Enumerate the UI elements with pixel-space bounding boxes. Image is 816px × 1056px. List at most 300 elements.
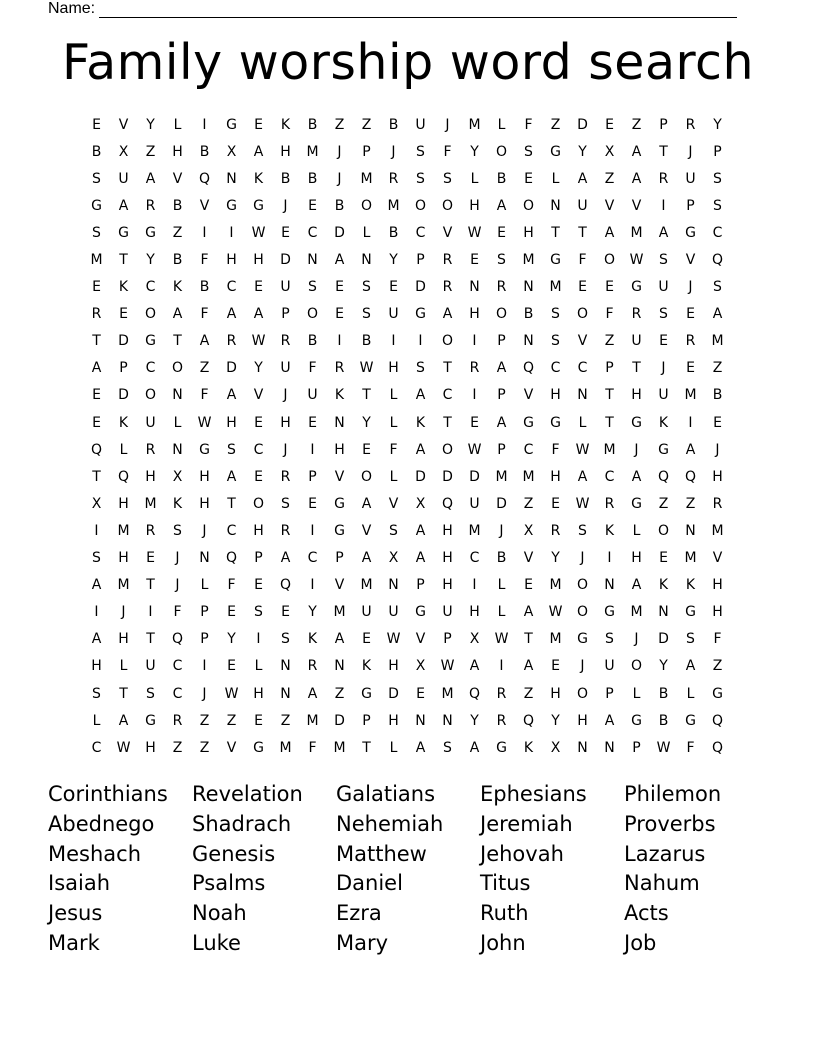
grid-letter: L — [119, 658, 128, 675]
grid-letter: W — [467, 224, 482, 241]
grid-letter: R — [658, 170, 669, 187]
grid-letter: B — [523, 306, 534, 323]
grid-letter: Z — [604, 333, 615, 350]
grid-letter: F — [578, 252, 587, 269]
grid-letter: B — [496, 170, 507, 187]
grid-letter: Y — [551, 712, 560, 729]
grid-letter: R — [496, 712, 507, 729]
grid-letter: S — [362, 306, 371, 323]
grid-letter: E — [254, 414, 263, 431]
grid-letter: S — [443, 170, 452, 187]
grid-letter: B — [388, 116, 399, 133]
grid-letter: A — [685, 441, 696, 458]
grid-letter: I — [472, 387, 477, 404]
grid-letter: B — [388, 224, 399, 241]
grid-letter: P — [200, 604, 209, 621]
grid-letter: C — [253, 441, 264, 458]
word-list-item: Jeremiah — [480, 811, 573, 836]
grid-letter: A — [631, 577, 642, 594]
grid-letter: O — [495, 143, 508, 160]
grid-letter: C — [550, 360, 561, 377]
grid-letter: A — [226, 387, 237, 404]
grid-letter: J — [445, 116, 450, 133]
grid-letter: A — [118, 197, 129, 214]
grid-letter: F — [389, 441, 398, 458]
grid-letter: T — [659, 143, 668, 160]
grid-letter: Z — [523, 685, 534, 702]
grid-letter: H — [469, 604, 480, 621]
grid-letter: F — [200, 306, 209, 323]
grid-letter: E — [524, 170, 533, 187]
grid-letter: F — [551, 441, 560, 458]
grid-letter: E — [335, 306, 344, 323]
grid-letter: I — [94, 604, 99, 621]
grid-letter: Z — [604, 170, 615, 187]
grid-letter: C — [145, 360, 156, 377]
grid-letter: S — [659, 252, 668, 269]
grid-letter: P — [713, 143, 722, 160]
grid-letter: R — [442, 279, 453, 296]
grid-letter: X — [604, 143, 615, 160]
grid-letter: D — [388, 685, 399, 702]
grid-letter: E — [686, 306, 695, 323]
grid-letter: S — [92, 685, 101, 702]
grid-letter: O — [306, 306, 319, 323]
grid-letter: L — [119, 441, 128, 458]
grid-letter: C — [523, 441, 534, 458]
grid-letter: G — [118, 224, 129, 241]
grid-letter: I — [94, 522, 99, 539]
grid-letter: R — [442, 252, 453, 269]
word-list-item: Isaiah — [48, 871, 111, 896]
grid-letter: V — [388, 495, 399, 512]
grid-letter: F — [443, 143, 452, 160]
grid-letter: M — [306, 143, 319, 160]
grid-letter: N — [577, 387, 588, 404]
grid-letter: A — [631, 143, 642, 160]
grid-letter: F — [605, 306, 614, 323]
grid-letter: C — [145, 279, 156, 296]
grid-letter: D — [118, 333, 129, 350]
grid-letter: U — [415, 116, 426, 133]
grid-letter: G — [658, 441, 669, 458]
grid-letter: S — [713, 170, 722, 187]
grid-letter: E — [254, 116, 263, 133]
grid-letter: B — [199, 279, 210, 296]
grid-letter: H — [280, 143, 291, 160]
grid-letter: B — [712, 387, 723, 404]
grid-letter: H — [253, 252, 264, 269]
grid-letter: B — [172, 197, 183, 214]
grid-letter: M — [279, 739, 292, 756]
grid-letter: N — [334, 658, 345, 675]
grid-letter: H — [388, 658, 399, 675]
grid-letter: E — [416, 685, 425, 702]
grid-letter: D — [280, 252, 291, 269]
grid-letter: K — [118, 279, 129, 296]
grid-letter: M — [630, 224, 643, 241]
word-list-item: Mark — [48, 930, 100, 955]
grid-letter: K — [523, 739, 534, 756]
grid-letter: V — [523, 550, 534, 567]
grid-letter: H — [442, 577, 453, 594]
grid-letter: S — [497, 252, 506, 269]
grid-letter: E — [227, 604, 236, 621]
grid-letter: E — [254, 468, 263, 485]
grid-letter: B — [307, 116, 318, 133]
grid-letter: S — [713, 197, 722, 214]
grid-letter: C — [307, 224, 318, 241]
grid-letter: Y — [659, 658, 668, 675]
grid-letter: H — [577, 712, 588, 729]
grid-letter: S — [146, 685, 155, 702]
grid-letter: G — [631, 712, 642, 729]
grid-letter: P — [362, 712, 371, 729]
grid-letter: P — [308, 468, 317, 485]
grid-letter: V — [226, 739, 237, 756]
grid-letter: X — [523, 522, 534, 539]
grid-letter: O — [171, 360, 184, 377]
grid-letter: L — [389, 387, 398, 404]
grid-letter: U — [118, 170, 129, 187]
grid-letter: Q — [90, 441, 103, 458]
grid-letter: B — [307, 333, 318, 350]
grid-letter: E — [335, 279, 344, 296]
grid-letter: A — [334, 631, 345, 648]
grid-letter: I — [310, 522, 315, 539]
grid-letter: C — [442, 387, 453, 404]
grid-letter: E — [362, 631, 371, 648]
grid-letter: P — [443, 631, 452, 648]
word-list-item: Psalms — [192, 871, 266, 896]
grid-letter: V — [442, 224, 453, 241]
grid-letter: K — [685, 577, 696, 594]
grid-letter: N — [361, 252, 372, 269]
grid-letter: G — [550, 414, 561, 431]
grid-letter: G — [415, 306, 426, 323]
grid-letter: Z — [550, 116, 561, 133]
grid-letter: H — [631, 387, 642, 404]
grid-letter: I — [661, 197, 666, 214]
word-list-item: Philemon — [624, 782, 722, 806]
grid-letter: Q — [522, 360, 535, 377]
grid-letter: W — [629, 252, 644, 269]
grid-letter: D — [658, 631, 669, 648]
grid-letter: O — [414, 197, 427, 214]
grid-letter: A — [415, 387, 426, 404]
grid-letter: U — [658, 279, 669, 296]
grid-letter: G — [550, 143, 561, 160]
grid-letter: M — [522, 252, 535, 269]
grid-letter: E — [227, 658, 236, 675]
grid-letter: E — [119, 306, 128, 323]
grid-letter: S — [389, 522, 398, 539]
grid-letter: K — [604, 522, 615, 539]
grid-letter: I — [310, 577, 315, 594]
grid-letter: O — [522, 197, 535, 214]
grid-letter: H — [253, 522, 264, 539]
grid-letter: Z — [685, 495, 696, 512]
name-underline — [99, 3, 737, 18]
grid-letter: Z — [712, 360, 723, 377]
grid-letter: N — [469, 279, 480, 296]
grid-letter: J — [175, 550, 180, 567]
grid-letter: V — [118, 116, 129, 133]
grid-letter: T — [443, 414, 452, 431]
grid-letter: U — [361, 604, 372, 621]
grid-letter: H — [712, 468, 723, 485]
grid-letter: K — [658, 414, 669, 431]
grid-letter: O — [360, 197, 373, 214]
name-field — [48, 0, 737, 18]
grid-letter: J — [715, 441, 720, 458]
grid-letter: W — [386, 631, 401, 648]
grid-letter: I — [688, 414, 693, 431]
grid-letter: N — [523, 333, 534, 350]
grid-letter: R — [91, 306, 102, 323]
grid-letter: M — [630, 604, 643, 621]
grid-letter: M — [603, 441, 616, 458]
grid-letter: G — [604, 604, 615, 621]
grid-letter: U — [685, 170, 696, 187]
grid-letter: L — [389, 739, 398, 756]
grid-letter: M — [360, 170, 373, 187]
grid-letter: E — [497, 224, 506, 241]
grid-letter: H — [712, 604, 723, 621]
grid-letter: C — [172, 658, 183, 675]
name-label: Name: — [48, 0, 96, 17]
grid-letter: A — [496, 414, 507, 431]
grid-letter: W — [467, 441, 482, 458]
grid-letter: H — [226, 252, 237, 269]
grid-letter: E — [308, 495, 317, 512]
grid-letter: E — [281, 224, 290, 241]
grid-letter: W — [440, 658, 455, 675]
grid-letter: U — [388, 604, 399, 621]
word-list-item: Abednego — [48, 811, 155, 836]
grid-letter: V — [712, 550, 723, 567]
word-list-item: Luke — [192, 930, 241, 955]
grid-letter: D — [415, 468, 426, 485]
grid-letter: F — [686, 739, 695, 756]
grid-letter: N — [604, 739, 615, 756]
grid-letter: H — [199, 495, 210, 512]
grid-letter: E — [308, 197, 317, 214]
grid-letter: Q — [171, 631, 184, 648]
grid-letter: P — [605, 360, 614, 377]
grid-letter: G — [631, 414, 642, 431]
grid-letter: G — [226, 197, 237, 214]
grid-letter: V — [631, 197, 642, 214]
grid-letter: A — [577, 170, 588, 187]
grid-letter: R — [280, 468, 291, 485]
grid-letter: O — [657, 522, 670, 539]
grid-letter: I — [607, 550, 612, 567]
grid-letter: T — [524, 631, 533, 648]
grid-letter: T — [362, 739, 371, 756]
grid-letter: M — [468, 522, 481, 539]
grid-letter: H — [145, 468, 156, 485]
grid-letter: I — [472, 577, 477, 594]
grid-letter: I — [202, 658, 207, 675]
grid-letter: P — [281, 306, 290, 323]
grid-letter: O — [576, 604, 589, 621]
grid-letter: K — [172, 279, 183, 296]
grid-letter: N — [280, 685, 291, 702]
grid-letter: Y — [362, 414, 371, 431]
grid-letter: S — [173, 522, 182, 539]
grid-letter: V — [415, 631, 426, 648]
grid-letter: H — [172, 143, 183, 160]
grid-letter: Q — [225, 550, 238, 567]
grid-letter: J — [121, 604, 126, 621]
grid-letter: G — [685, 224, 696, 241]
grid-letter: E — [551, 658, 560, 675]
grid-letter: Q — [711, 252, 724, 269]
grid-letter: A — [361, 495, 372, 512]
grid-letter: F — [308, 739, 317, 756]
grid-letter: M — [333, 739, 346, 756]
grid-letter: V — [334, 468, 345, 485]
grid-letter: E — [605, 116, 614, 133]
word-list-item: Proverbs — [624, 811, 716, 836]
grid-letter: W — [224, 685, 239, 702]
grid-letter: I — [202, 224, 207, 241]
letter-grid — [83, 111, 731, 761]
grid-letter: S — [524, 143, 533, 160]
grid-letter: Q — [441, 495, 454, 512]
grid-letter: J — [688, 143, 693, 160]
grid-letter: S — [416, 170, 425, 187]
grid-letter: T — [227, 495, 236, 512]
grid-letter: G — [334, 522, 345, 539]
grid-letter: R — [496, 279, 507, 296]
grid-letter: P — [497, 333, 506, 350]
grid-letter: E — [92, 414, 101, 431]
grid-letter: N — [172, 441, 183, 458]
grid-letter: G — [334, 495, 345, 512]
word-list-item: Shadrach — [192, 811, 292, 836]
word-list-item: Noah — [192, 901, 247, 926]
grid-letter: S — [362, 279, 371, 296]
grid-letter: V — [199, 197, 210, 214]
grid-letter: A — [523, 604, 534, 621]
grid-letter: Z — [334, 116, 345, 133]
grid-letter: T — [119, 252, 128, 269]
grid-letter: G — [415, 604, 426, 621]
grid-letter: Z — [523, 495, 534, 512]
grid-letter: E — [254, 279, 263, 296]
page-title: Family worship word search — [61, 34, 755, 91]
grid-letter: Z — [172, 224, 183, 241]
grid-letter: U — [442, 604, 453, 621]
grid-letter: O — [576, 306, 589, 323]
grid-letter: H — [550, 387, 561, 404]
grid-letter: A — [658, 224, 669, 241]
grid-letter: G — [685, 712, 696, 729]
grid-letter: C — [226, 522, 237, 539]
grid-letter: S — [578, 522, 587, 539]
grid-letter: N — [685, 522, 696, 539]
grid-letter: A — [415, 441, 426, 458]
grid-letter: A — [334, 252, 345, 269]
grid-letter: S — [92, 550, 101, 567]
grid-letter: R — [388, 170, 399, 187]
grid-letter: R — [712, 495, 723, 512]
grid-letter: S — [443, 739, 452, 756]
grid-letter: E — [92, 116, 101, 133]
grid-letter: N — [226, 170, 237, 187]
grid-letter: C — [712, 224, 723, 241]
grid-letter: L — [497, 116, 506, 133]
grid-letter: A — [685, 658, 696, 675]
grid-letter: F — [173, 604, 182, 621]
grid-letter: P — [605, 685, 614, 702]
grid-letter: Z — [631, 116, 642, 133]
grid-letter: H — [469, 197, 480, 214]
grid-letter: L — [470, 170, 479, 187]
grid-letter: P — [119, 360, 128, 377]
grid-letter: O — [441, 441, 454, 458]
grid-letter: J — [202, 522, 207, 539]
grid-letter: A — [415, 550, 426, 567]
grid-letter: H — [226, 414, 237, 431]
grid-letter: K — [415, 414, 426, 431]
grid-letter: E — [92, 279, 101, 296]
grid-letter: A — [604, 712, 615, 729]
grid-letter: M — [468, 116, 481, 133]
grid-letter: G — [253, 739, 264, 756]
grid-letter: N — [415, 712, 426, 729]
grid-letter: H — [280, 414, 291, 431]
grid-letter: S — [686, 631, 695, 648]
grid-letter: X — [118, 143, 129, 160]
grid-letter: N — [442, 712, 453, 729]
grid-letter: G — [226, 116, 237, 133]
grid-letter: L — [632, 522, 641, 539]
grid-letter: S — [416, 143, 425, 160]
grid-letter: G — [631, 495, 642, 512]
grid-letter: N — [550, 197, 561, 214]
grid-letter: T — [632, 360, 641, 377]
grid-letter: O — [576, 577, 589, 594]
grid-letter: A — [145, 170, 156, 187]
grid-letter: S — [605, 631, 614, 648]
grid-letter: W — [548, 604, 563, 621]
word-list-item: Ezra — [336, 901, 382, 926]
grid-letter: P — [686, 197, 695, 214]
grid-letter: U — [577, 197, 588, 214]
grid-letter: X — [388, 550, 399, 567]
grid-letter: A — [496, 360, 507, 377]
grid-letter: W — [197, 414, 212, 431]
grid-letter: D — [577, 116, 588, 133]
grid-letter: W — [251, 333, 266, 350]
grid-letter: E — [659, 550, 668, 567]
grid-letter: S — [308, 279, 317, 296]
grid-letter: A — [415, 522, 426, 539]
grid-letter: W — [116, 739, 131, 756]
grid-letter: X — [415, 495, 426, 512]
grid-letter: H — [388, 360, 399, 377]
grid-letter: E — [551, 495, 560, 512]
grid-letter: D — [118, 387, 129, 404]
grid-letter: O — [144, 306, 157, 323]
grid-letter: G — [145, 333, 156, 350]
grid-letter: A — [91, 577, 102, 594]
grid-letter: Y — [470, 712, 479, 729]
grid-letter: N — [577, 739, 588, 756]
